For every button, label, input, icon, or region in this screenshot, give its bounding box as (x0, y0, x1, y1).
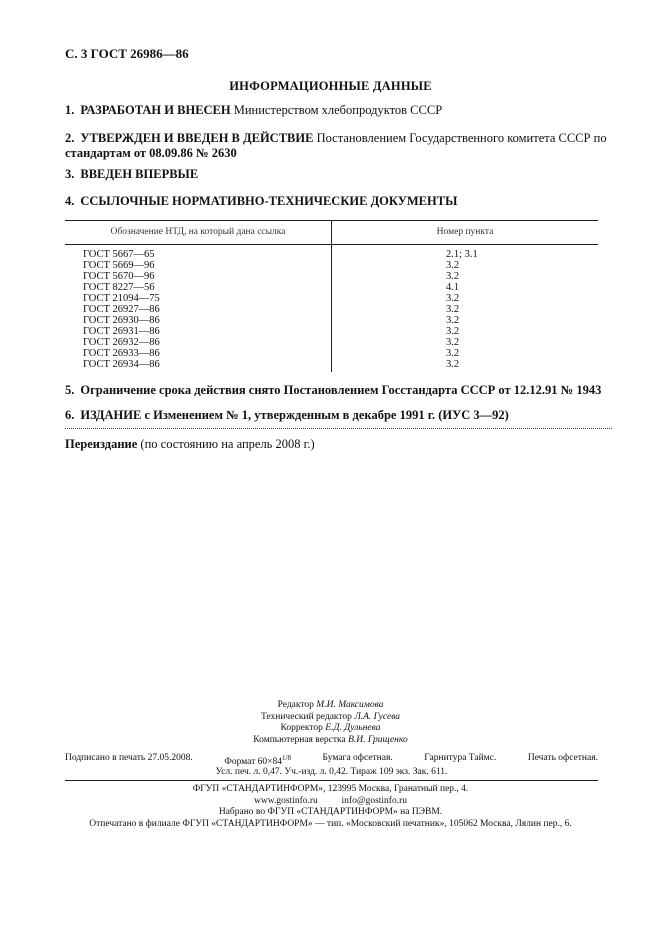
cell-document: ГОСТ 5667—65 (83, 249, 155, 260)
cell-clause: 3.2 (446, 337, 460, 348)
cell-clause: 2.1; 3.1 (446, 249, 478, 260)
cell-clause: 3.2 (446, 293, 460, 304)
footer-rule (65, 780, 598, 781)
item-6 (65, 408, 509, 423)
item-number: 1. (65, 103, 75, 117)
cell-document: ГОСТ 26931—86 (83, 326, 160, 337)
item-5 (65, 383, 601, 398)
item-number: 4. (65, 194, 75, 208)
item-text-line2: стандартам от 08.09.86 № 2630 (65, 146, 237, 160)
item-1 (65, 103, 442, 118)
cell-clause: 4.1 (446, 282, 460, 293)
item-text: Ограничение срока действия снято Постановлением Госстандарта СССР от 12.12.91 № 1943 (80, 383, 602, 397)
publisher-line: www.gostinfo.ru info@gostinfo.ru (254, 795, 407, 806)
item-2 (65, 131, 607, 161)
item-number: 2. (65, 131, 75, 145)
cell-clause: 3.2 (446, 315, 460, 326)
credit-role: Корректор (280, 723, 323, 733)
item-number: 6. (65, 408, 75, 422)
table-row (65, 293, 598, 304)
credit-line (0, 735, 661, 747)
reprint-text: (по состоянию на апрель 2008 г.) (137, 437, 315, 451)
imprint-signed: Подписано в печать 27.05.2008. (65, 753, 193, 763)
table-row (65, 326, 598, 337)
cell-document: ГОСТ 26930—86 (83, 315, 160, 326)
credit-line (0, 723, 661, 735)
imprint-print: Печать офсетная. (527, 753, 598, 763)
imprint-format: Формат $60\times 84^{1/8}$ (224, 754, 291, 768)
table-row (65, 348, 598, 359)
cell-document: ГОСТ 5669—96 (83, 260, 155, 271)
cell-document: ГОСТ 26934—86 (83, 359, 160, 370)
cell-document: ГОСТ 26932—86 (83, 337, 160, 348)
credit-line (0, 700, 661, 712)
item-text: Министерством хлебопродуктов СССР (230, 103, 443, 117)
item-text: с Изменением № 1, утвержденным в декабре 1991 г. (ИУС 3—92) (141, 408, 509, 422)
credit-name: Л.А. Гусева (354, 711, 401, 722)
imprint-font: Гарнитура Таймс. (424, 753, 497, 763)
publisher-line: ФГУП «СТАНДАРТИНФОРМ», 123995 Москва, Гранатный пер., 4. (192, 784, 469, 794)
item-bold: УТВЕРЖДЕН И ВВЕДЕН В ДЕЙСТВИЕ (80, 131, 314, 145)
cell-document: ГОСТ 8227—56 (83, 282, 155, 293)
credit-line (0, 712, 661, 724)
publisher-line: Отпечатано в филиале ФГУП «СТАНДАРТИНФОРМ» — тип. «Московский печатник», 105062 Москва, Лялин пер., 6. (89, 819, 572, 830)
table-row (65, 282, 598, 293)
credits-block (0, 700, 661, 746)
imprint-paper: Бумага офсетная. (322, 753, 393, 763)
table-row (65, 315, 598, 326)
item-3 (65, 167, 198, 182)
table-header-document: Обозначение НТД, на который дана ссылка (110, 227, 286, 237)
item-text: Постановлением Государственного комитета СССР по (313, 131, 607, 145)
cell-clause: 3.2 (446, 260, 460, 271)
cell-clause: 3.2 (446, 271, 460, 282)
item-4 (65, 194, 457, 209)
section-title: ИНФОРМАЦИОННЫЕ ДАННЫЕ (229, 79, 432, 93)
item-bold: ВВЕДЕН ВПЕРВЫЕ (80, 167, 199, 181)
cell-document: ГОСТ 5670—96 (83, 271, 155, 282)
publisher-block (0, 784, 661, 831)
item-number: 5. (65, 383, 75, 397)
credit-name: Е.Д. Дульнева (325, 723, 381, 733)
cell-clause: 3.2 (446, 359, 460, 370)
cell-clause: 3.2 (446, 304, 460, 315)
credit-name: М.И. Максимова (316, 700, 384, 710)
table-header-clause: Номер пункта (436, 227, 494, 237)
credit-role: Технический редактор (260, 711, 352, 722)
publisher-line: Набрано во ФГУП «СТАНДАРТИНФОРМ» на ПЭВМ. (218, 807, 443, 818)
item-bold: РАЗРАБОТАН И ВНЕСЕН (80, 103, 231, 117)
cell-document: ГОСТ 26927—86 (83, 304, 160, 315)
credit-role: Компьютерная верстка (253, 734, 346, 745)
cell-clause: 3.2 (446, 348, 460, 359)
reprint-label: Переиздание (65, 437, 138, 451)
format-fraction: 1/8 (282, 754, 291, 762)
cell-document: ГОСТ 21094—75 (83, 293, 160, 304)
credit-role: Редактор (277, 700, 314, 710)
credit-name: В.И. Грищенко (348, 734, 408, 745)
page-header: С. 3 ГОСТ 26986—86 (65, 46, 189, 61)
table-row (65, 359, 598, 370)
table-row (65, 271, 598, 282)
table-row (65, 260, 598, 271)
divider (65, 428, 612, 429)
item-bold: ССЫЛОЧНЫЕ НОРМАТИВНО-ТЕХНИЧЕСКИЕ ДОКУМЕНТЫ (80, 194, 458, 208)
item-bold: ИЗДАНИЕ (80, 408, 142, 422)
item-number: 3. (65, 167, 75, 181)
imprint-line-2: Усл. печ. л. 0,47. Уч.-изд. л. 0,42. Тираж 109 экз. Зак. 611. (215, 767, 448, 777)
table-row (65, 337, 598, 348)
reprint-note (65, 437, 315, 452)
table-row (65, 304, 598, 315)
cell-document: ГОСТ 26933—86 (83, 348, 160, 359)
cell-clause: 3.2 (446, 326, 460, 337)
table-row (65, 249, 598, 260)
